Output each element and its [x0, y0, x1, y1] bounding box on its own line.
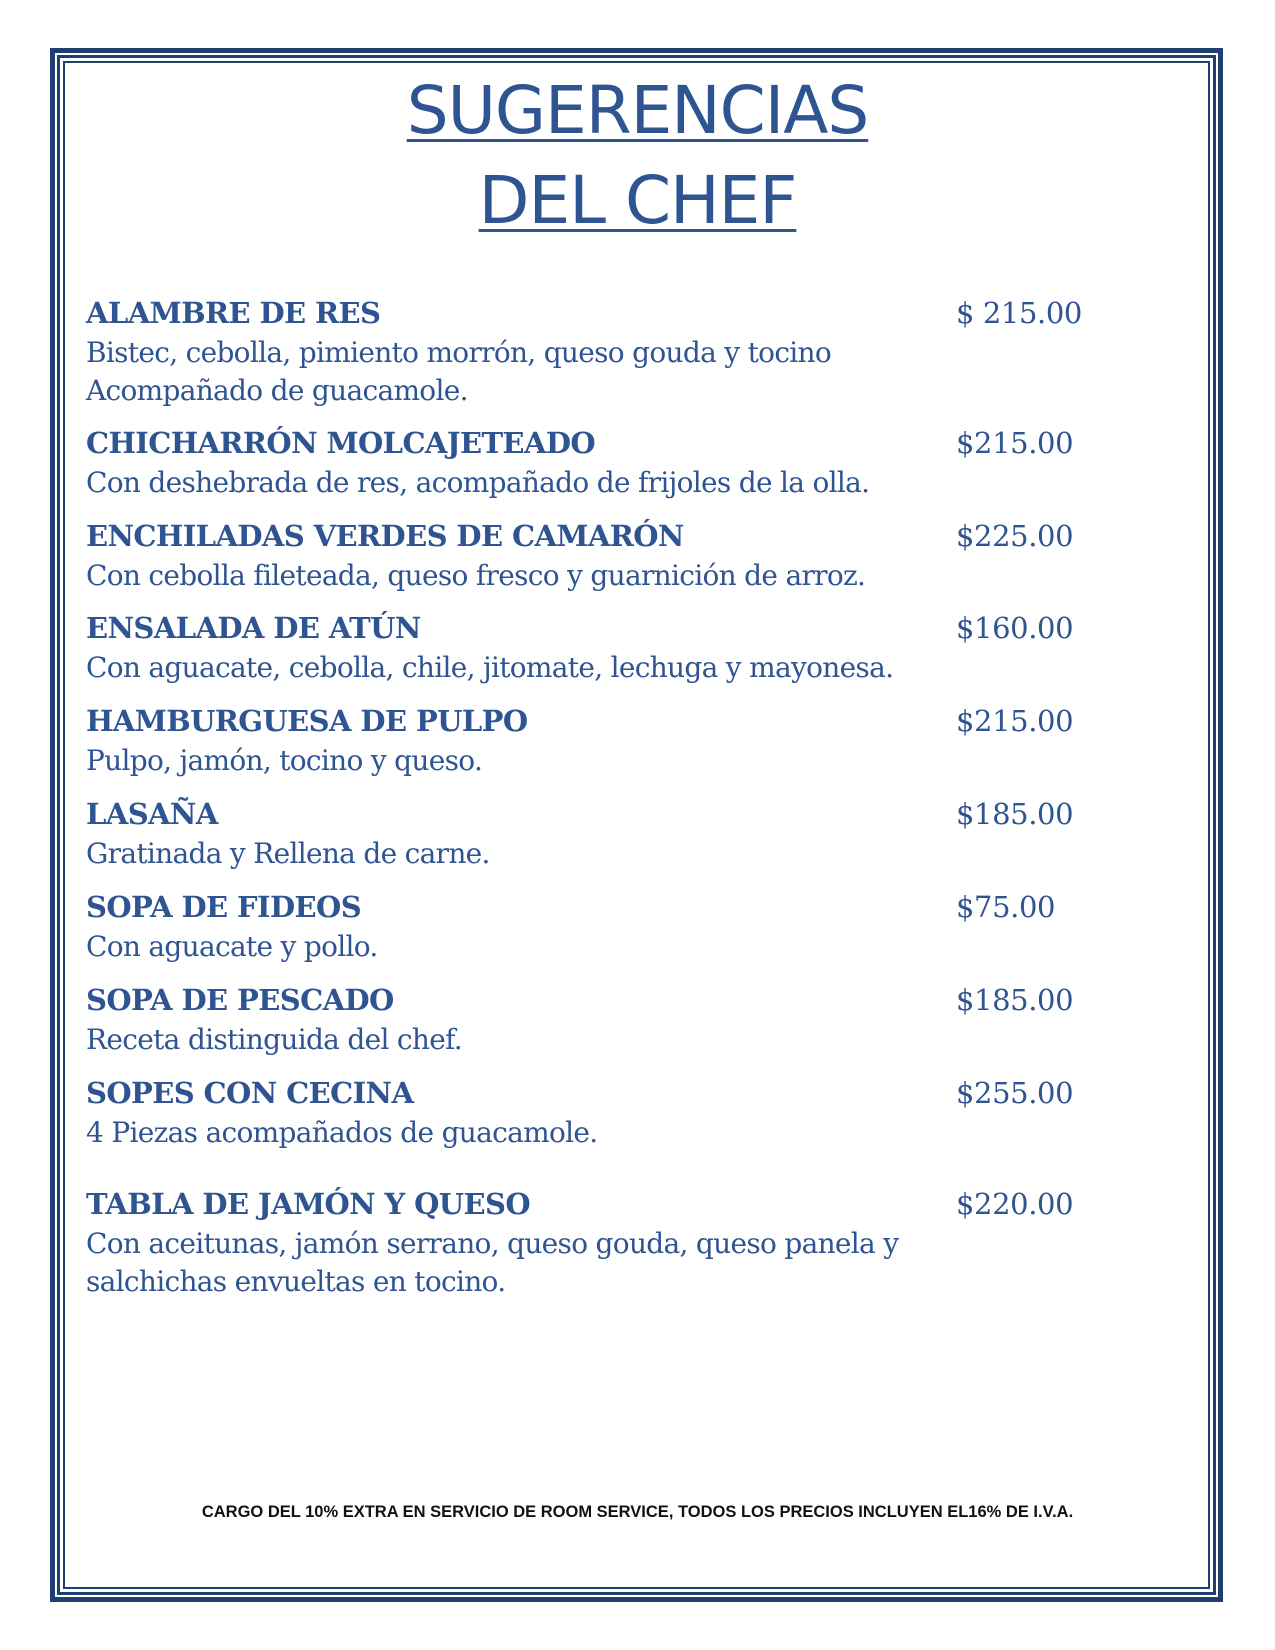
item-price: $225.00: [956, 519, 1074, 553]
item-description: Receta distinguida del chef.: [86, 1023, 462, 1056]
item-name: SOPES CON CECINA: [86, 1076, 414, 1110]
item-price: $215.00: [956, 704, 1074, 738]
item-price: $185.00: [956, 983, 1074, 1017]
item-name: ENSALADA DE ATÚN: [86, 611, 421, 645]
item-description: 4 Piezas acompañados de guacamole.: [86, 1116, 598, 1149]
item-name: ENCHILADAS VERDES DE CAMARÓN: [86, 519, 684, 553]
item-description: Gratinada y Rellena de carne.: [86, 837, 490, 870]
menu-title-line-2: [0, 162, 1275, 239]
item-price: $215.00: [956, 426, 1074, 460]
item-price: $185.00: [956, 797, 1074, 831]
item-price: $160.00: [956, 611, 1074, 645]
item-name: LASAÑA: [86, 797, 218, 831]
menu-title-text-1: SUGERENCIAS: [406, 72, 869, 149]
menu-title-text-2: DEL CHEF: [478, 162, 797, 239]
service-charge-footnote: CARGO DEL 10% EXTRA EN SERVICIO DE ROOM SERVICE, TODOS LOS PRECIOS INCLUYEN EL16% DE I.V.A.: [201, 1503, 1074, 1521]
item-name: SOPA DE PESCADO: [86, 983, 394, 1017]
item-price: $ 215.00: [956, 296, 1082, 330]
item-description: Con deshebrada de res, acompañado de frijoles de la olla.: [86, 466, 870, 499]
item-name: ALAMBRE DE RES: [86, 296, 381, 330]
item-price: $75.00: [956, 890, 1056, 924]
menu-title-line-1: [0, 72, 1275, 149]
item-name: TABLA DE JAMÓN Y QUESO: [86, 1187, 530, 1221]
item-description: Con aguacate, cebolla, chile, jitomate, lechuga y mayonesa.: [86, 651, 894, 684]
item-name: HAMBURGUESA DE PULPO: [86, 704, 528, 738]
item-description: Pulpo, jamón, tocino y queso.: [86, 744, 483, 777]
item-description: Con aceitunas, jamón serrano, queso gouda, queso panela y salchichas envueltas en tocino.: [86, 1227, 899, 1298]
item-name: CHICHARRÓN MOLCAJETEADO: [86, 426, 596, 460]
item-price: $255.00: [956, 1076, 1074, 1110]
item-price: $220.00: [956, 1187, 1074, 1221]
item-description: Con aguacate y pollo.: [86, 930, 378, 963]
item-description: Bistec, cebolla, pimiento morrón, queso gouda y tocino Acompañado de guacamole.: [86, 336, 832, 407]
item-description: Con cebolla fileteada, queso fresco y guarnición de arroz.: [86, 559, 866, 592]
item-name: SOPA DE FIDEOS: [86, 890, 362, 924]
